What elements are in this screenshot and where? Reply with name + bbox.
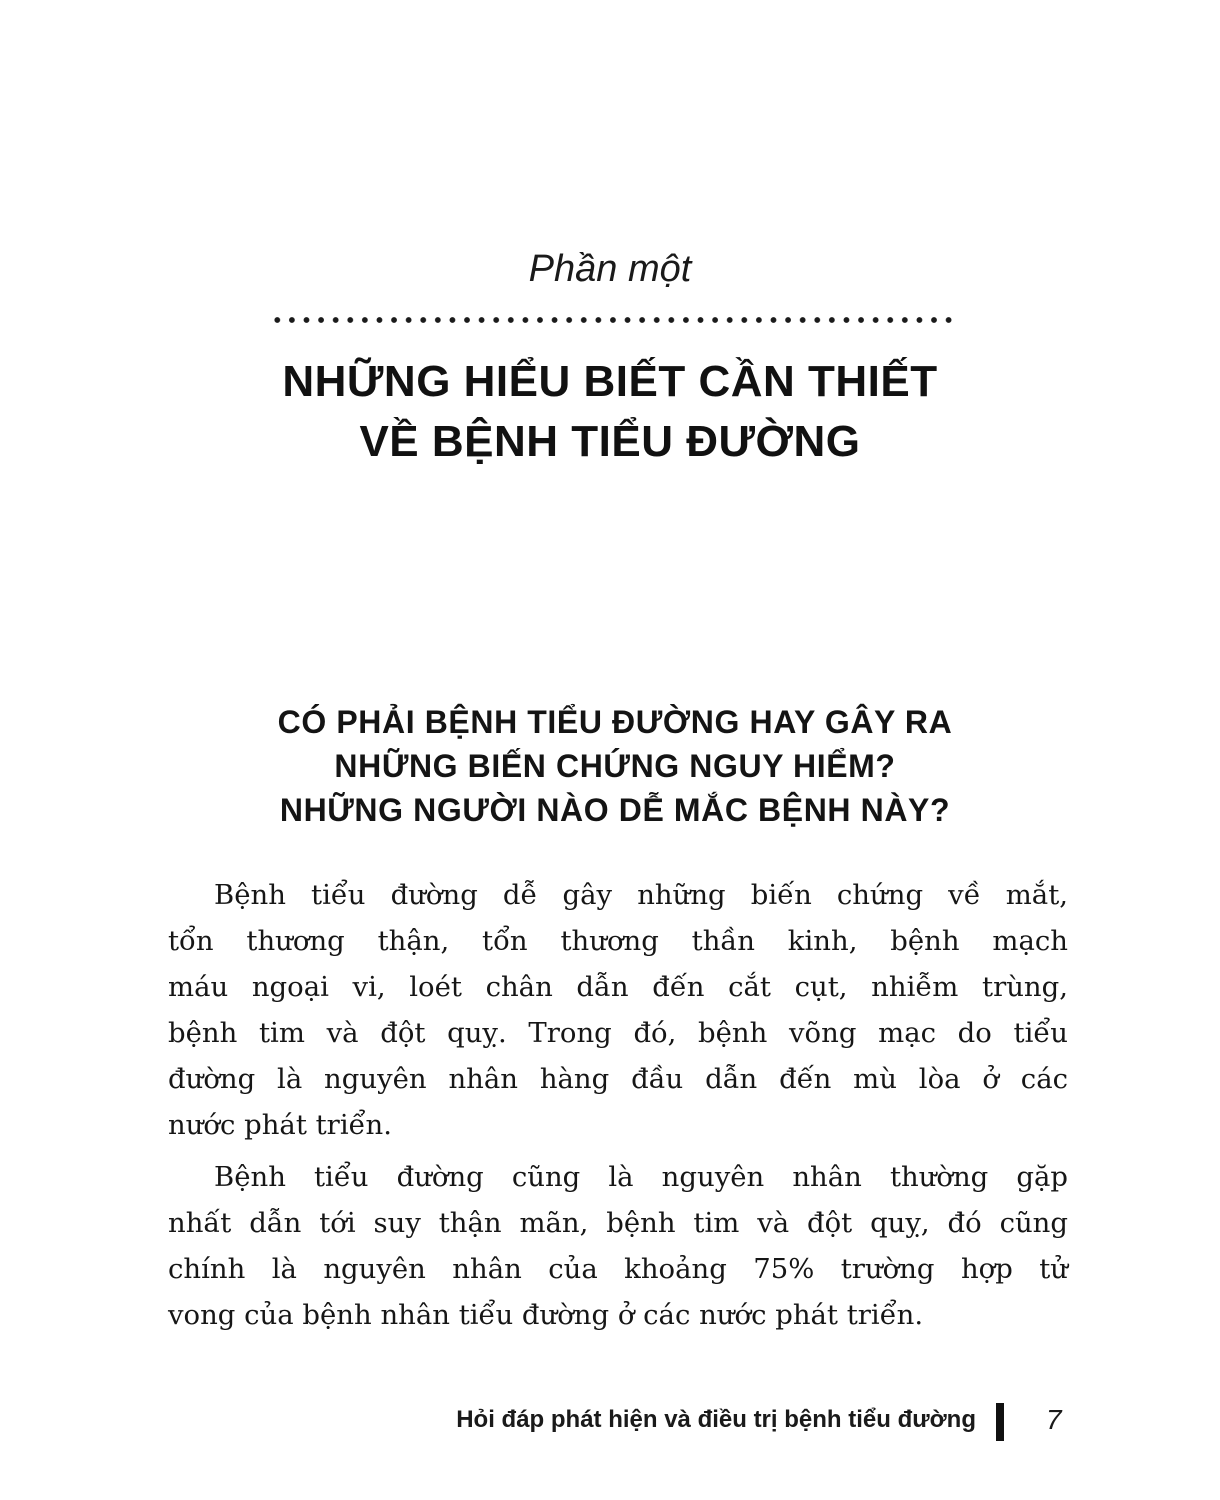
footer-separator-bar xyxy=(996,1403,1004,1441)
body-text xyxy=(168,872,1068,1338)
part-label: Phần một xyxy=(528,248,692,290)
text-line: vong của bệnh nhân tiểu đường ở các nước phát triển. xyxy=(168,1299,924,1331)
text-line: bệnh tim và đột quỵ. Trong đó, bệnh võng mạc do tiểu xyxy=(168,1017,1068,1049)
running-footer-title: Hỏi đáp phát hiện và điều trị bệnh tiểu đường xyxy=(456,1406,976,1433)
question-heading xyxy=(0,700,1220,832)
text-line: Bệnh tiểu đường dễ gây những biến chứng về mắt, xyxy=(214,879,1068,911)
text-line: tổn thương thận, tổn thương thần kinh, bệnh mạch xyxy=(168,925,1068,957)
text-line: máu ngoại vi, loét chân dẫn đến cắt cụt, nhiễm trùng, xyxy=(168,971,1068,1003)
paragraph xyxy=(168,872,1068,1148)
chapter-title-line: NHỮNG HIỂU BIẾT CẦN THIẾT xyxy=(282,357,938,406)
chapter-title-line: VỀ BỆNH TIỂU ĐƯỜNG xyxy=(359,417,861,466)
text-line: Bệnh tiểu đường cũng là nguyên nhân thường gặp xyxy=(214,1161,1068,1193)
dotted-divider xyxy=(270,316,960,324)
page-number: 7 xyxy=(1046,1404,1062,1435)
text-line: chính là nguyên nhân của khoảng 75% trường hợp tử xyxy=(168,1253,1068,1285)
question-heading-line: NHỮNG BIẾN CHỨNG NGUY HIỂM? xyxy=(334,748,896,784)
text-line: đường là nguyên nhân hàng đầu dẫn đến mù lòa ở các xyxy=(168,1063,1068,1095)
question-heading-line: CÓ PHẢI BỆNH TIỂU ĐƯỜNG HAY GÂY RA xyxy=(277,704,953,740)
text-line: nước phát triển. xyxy=(168,1109,392,1141)
chapter-title xyxy=(0,352,1220,472)
paragraph xyxy=(168,1154,1068,1338)
question-heading-line: NHỮNG NGƯỜI NÀO DỄ MẮC BỆNH NÀY? xyxy=(279,792,951,828)
text-line: nhất dẫn tới suy thận mãn, bệnh tim và đột quỵ, đó cũng xyxy=(168,1207,1068,1239)
